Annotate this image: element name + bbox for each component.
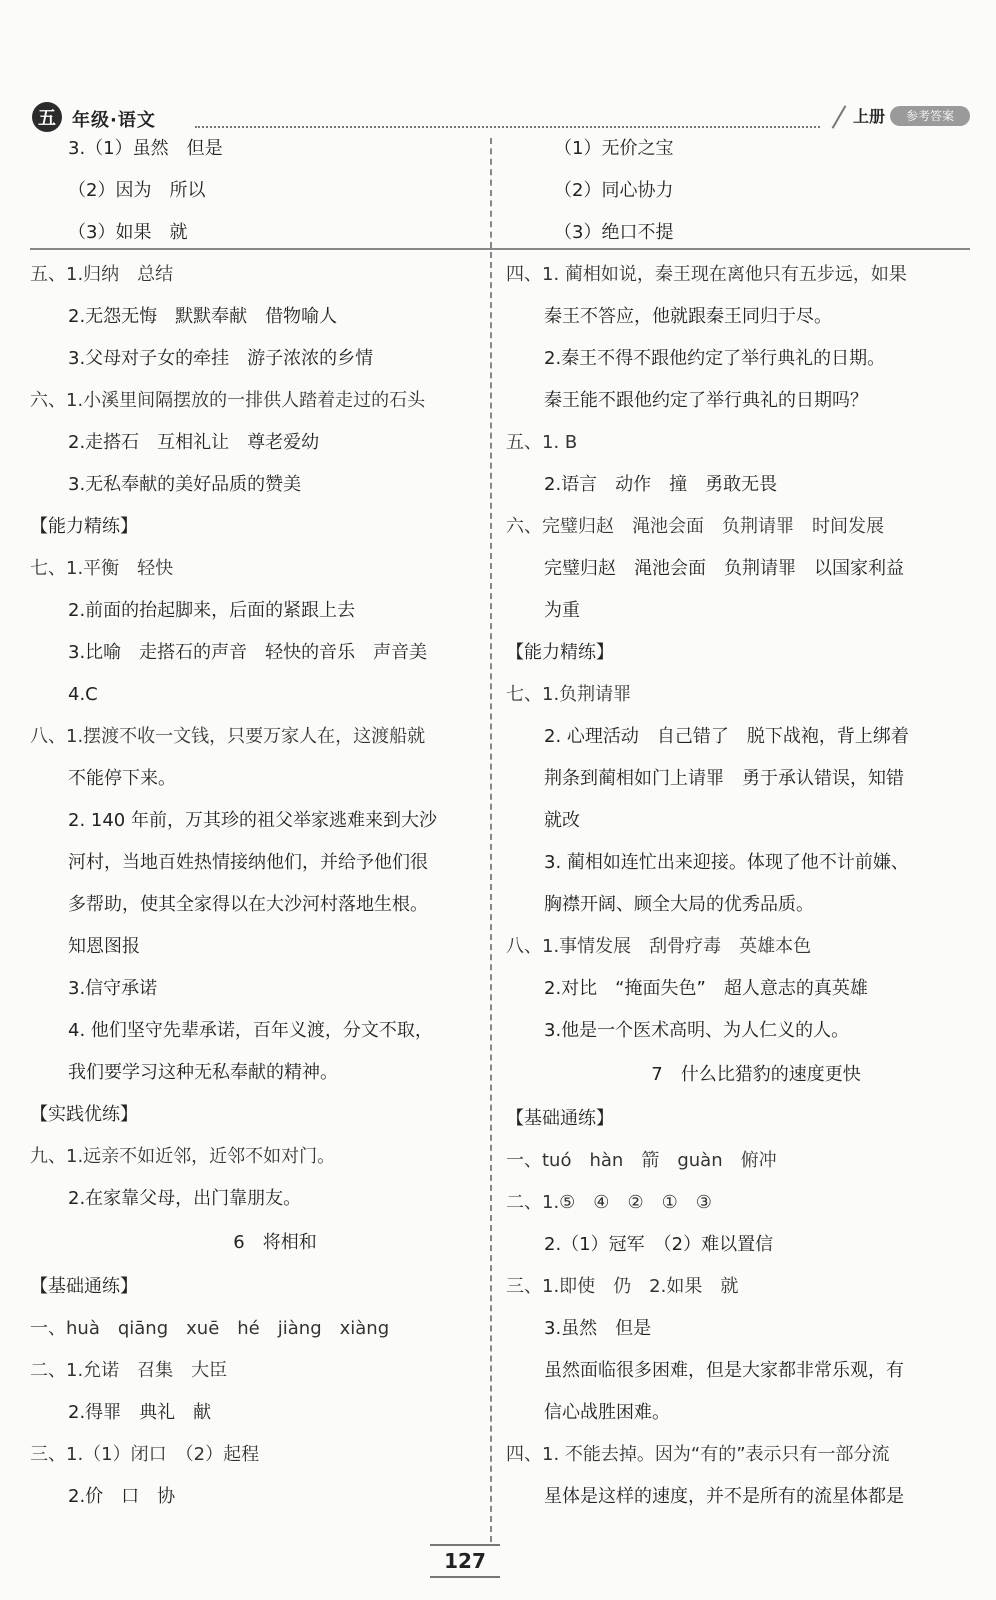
answer-line: 2.走搭石 互相礼让 尊老爱幼 (68, 432, 320, 453)
answer-line: 秦王不答应，他就跟秦王同归于尽。 (544, 306, 832, 327)
answer-line: 就改 (544, 810, 580, 831)
answer-line: 六、1.小溪里间隔摆放的一排供人踏着走过的石头 (30, 390, 426, 411)
answer-line: 荆条到蔺相如门上请罪 勇于承认错误，知错 (544, 768, 904, 789)
answer-line: 3.无私奉献的美好品质的赞美 (68, 474, 302, 495)
column-divider-top (490, 138, 492, 248)
section-heading: 【能力精练】 (506, 642, 614, 663)
answer-line: 胸襟开阔、顾全大局的优秀品质。 (544, 894, 814, 915)
answer-line: 2. 140 年前，万其珍的祖父举家逃难来到大沙 (68, 810, 437, 831)
answer-line: 4. 他们坚守先辈承诺，百年义渡，分文不取， (68, 1020, 433, 1041)
answer-key-badge: 参考答案 (890, 106, 970, 126)
answer-line: 二、1.⑤ ④ ② ① ③ (506, 1192, 712, 1213)
answer-line: 3. 蔺相如连忙出来迎接。体现了他不计前嫌、 (544, 852, 909, 873)
answer-line: 为重 (544, 600, 580, 621)
answer-line: （3）绝口不提 (554, 222, 674, 243)
answer-line: 完璧归赵 渑池会面 负荆请罪 以国家利益 (544, 558, 904, 579)
answer-line: 2.无怨无悔 默默奉献 借物喻人 (68, 306, 338, 327)
answer-line: 五、1.归纳 总结 (30, 264, 174, 285)
section-heading: 【基础通练】 (506, 1108, 614, 1129)
answer-line: 2.得罪 典礼 献 (68, 1402, 212, 1423)
answer-line: 河村，当地百姓热情接纳他们，并给予他们很 (68, 852, 428, 873)
answer-line: 四、1. 不能去掉。因为“有的”表示只有一部分流 (506, 1444, 890, 1465)
subject-title: 年级·语文 (72, 110, 156, 131)
section-heading: 【实践优练】 (30, 1104, 138, 1125)
answer-line: 八、1.事情发展 刮骨疗毒 英雄本色 (506, 936, 812, 957)
answer-line: 3.比喻 走搭石的声音 轻快的音乐 声音美 (68, 642, 428, 663)
answer-line: 2.对比 “掩面失色” 超人意志的真英雄 (544, 978, 868, 999)
answer-line: 三、1.即使 仍 2.如果 就 (506, 1276, 739, 1297)
answer-line: 二、1.允诺 召集 大臣 (30, 1360, 228, 1381)
answer-line: 四、1. 蔺相如说，秦王现在离他只有五步远，如果 (506, 264, 907, 285)
answer-line: 3.父母对子女的牵挂 游子浓浓的乡情 (68, 348, 374, 369)
answer-line: 我们要学习这种无私奉献的精神。 (68, 1062, 338, 1083)
answer-line: 2. 心理活动 自己错了 脱下战袍，背上绑着 (544, 726, 909, 747)
answer-line: 3.（1）虽然 但是 (68, 138, 223, 159)
answer-line: 3.他是一个医术高明、为人仁义的人。 (544, 1020, 850, 1041)
answer-line: 知恩图报 (68, 936, 140, 957)
answer-line: 2.价 口 协 (68, 1486, 176, 1507)
lesson-title: 6 将相和 (233, 1232, 317, 1253)
answer-line: 六、完璧归赵 渑池会面 负荆请罪 时间发展 (506, 516, 884, 537)
answer-line: 2.前面的抬起脚来，后面的紧跟上去 (68, 600, 356, 621)
section-heading: 【基础通练】 (30, 1276, 138, 1297)
answer-line: 不能停下来。 (68, 768, 176, 789)
answer-line: 三、1.（1）闭口 （2）起程 (30, 1444, 260, 1465)
answer-line: 信心战胜困难。 (544, 1402, 670, 1423)
answer-line: 虽然面临很多困难，但是大家都非常乐观，有 (544, 1360, 904, 1381)
answer-line: 五、1. B (506, 432, 578, 453)
answer-line: 2.（1）冠军 （2）难以置信 (544, 1234, 774, 1255)
answer-line: （3）如果 就 (68, 222, 188, 243)
left-column (30, 128, 480, 1518)
answer-line: 七、1.平衡 轻快 (30, 558, 174, 579)
section-heading: 【能力精练】 (30, 516, 138, 537)
volume-label: 上册 (852, 107, 885, 126)
answer-line: （1）无价之宝 (554, 138, 674, 159)
answer-line: 2.秦王不得不跟他约定了举行典礼的日期。 (544, 348, 886, 369)
answer-line: （2）同心协力 (554, 180, 674, 201)
answer-line: 九、1.远亲不如近邻，近邻不如对门。 (30, 1146, 336, 1167)
lesson-title: 7 什么比猎豹的速度更快 (651, 1064, 861, 1085)
answer-line: 3.信守承诺 (68, 978, 158, 999)
answer-line: 秦王能不跟他约定了举行典礼的日期吗？ (544, 390, 868, 411)
page-number: 127 (430, 1544, 500, 1578)
answer-line: 4.C (68, 684, 98, 705)
answer-line: 2.在家靠父母，出门靠朋友。 (68, 1188, 302, 1209)
answer-line: 一、tuó hàn 箭 guàn 俯冲 (506, 1150, 777, 1171)
right-column (506, 128, 966, 1518)
answer-line: 2.语言 动作 撞 勇敢无畏 (544, 474, 778, 495)
answer-line: 3.虽然 但是 (544, 1318, 652, 1339)
answer-line: 八、1.摆渡不收一文钱，只要万家人在，这渡船就 (30, 726, 426, 747)
header-slash (832, 105, 847, 129)
answer-line: 一、huà qiāng xuē hé jiàng xiàng (30, 1318, 390, 1339)
answer-line: （2）因为 所以 (68, 180, 206, 201)
answer-line: 七、1.负荆请罪 (506, 684, 632, 705)
answer-line: 星体是这样的速度，并不是所有的流星体都是 (544, 1486, 904, 1507)
column-divider (490, 252, 492, 1542)
answer-line: 多帮助，使其全家得以在大沙河村落地生根。 (68, 894, 428, 915)
grade-badge: 五 (32, 102, 62, 132)
